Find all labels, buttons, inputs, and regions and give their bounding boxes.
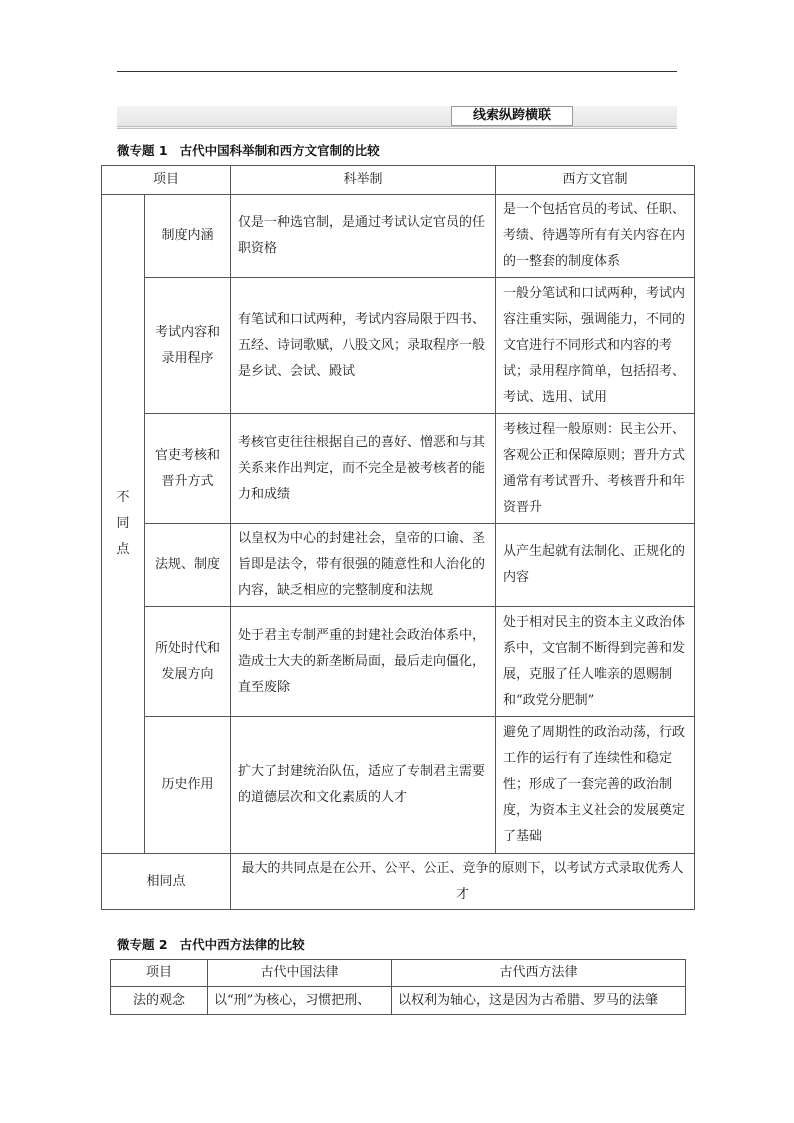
row-item: 制度内涵: [145, 195, 231, 278]
section2-label: 微专题 2: [117, 937, 168, 952]
row-item: 历史作用: [145, 717, 231, 854]
row-item: 官吏考核和晋升方式: [145, 414, 231, 524]
table-row-same: [102, 854, 695, 910]
group-label-char: 不: [116, 490, 130, 505]
header-keju: 科举制: [231, 166, 496, 195]
row-item: 所处时代和发展方向: [145, 607, 231, 717]
row-keju: 以皇权为中心的封建社会，皇帝的口谕、圣旨即是法令，带有很强的随意性和人治化的内容，缺乏相应的完整制度和法规: [231, 524, 496, 607]
group-label-char: 点: [116, 542, 130, 557]
row-keju: 处于君主专制严重的封建社会政治体系中，造成士大夫的新垄断局面，最后走向僵化，直至废除: [231, 607, 496, 717]
header-west: 古代西方法律: [392, 960, 686, 987]
table-header-row: [111, 960, 686, 987]
row-west: 以权利为轴心，这是因为古希腊、罗马的法肇: [392, 987, 686, 1015]
row-china: 以“刑”为核心，习惯把刑、: [208, 987, 392, 1015]
banner-title: 线索纵跨横联: [451, 106, 573, 126]
row-west: 一般分笔试和口试两种，考试内容注重实际，强调能力，不同的文官进行不同形式和内容的考试；录用程序简单，包括招考、考试、选用、试用: [496, 278, 695, 414]
row-item: 法规、制度: [145, 524, 231, 607]
section1-label: 微专题 1: [117, 143, 168, 158]
section1-heading: [117, 141, 380, 159]
group-label-differences: [102, 195, 145, 854]
row-keju: 仅是一种选官制，是通过考试认定官员的任职资格: [231, 195, 496, 278]
header-item: 项目: [102, 166, 231, 195]
header-item: 项目: [111, 960, 208, 987]
section-banner: [117, 106, 677, 129]
section2-title: 古代中西方法律的比较: [179, 937, 305, 952]
table-row: [102, 607, 695, 717]
table-row: [111, 987, 686, 1015]
section2-heading: [117, 935, 305, 953]
row-item: 法的观念: [111, 987, 208, 1015]
group-label-char: 同: [116, 516, 130, 531]
section1-title: 古代中国科举制和西方文官制的比较: [179, 143, 380, 158]
row-keju: 考核官吏往往根据自己的喜好、憎恶和与其关系来作出判定，而不完全是被考核者的能力和成绩: [231, 414, 496, 524]
comparison-table-1: [101, 165, 695, 910]
table-row: [102, 524, 695, 607]
top-rule: [117, 71, 677, 72]
same-label: 相同点: [102, 854, 231, 910]
table-row: [102, 717, 695, 854]
row-west: 考核过程一般原则：民主公开、客观公正和保障原则；晋升方式通常有考试晋升、考核晋升和年资晋升: [496, 414, 695, 524]
row-item: 考试内容和录用程序: [145, 278, 231, 414]
header-west: 西方文官制: [496, 166, 695, 195]
same-text: 最大的共同点是在公开、公平、公正、竞争的原则下，以考试方式录取优秀人才: [231, 854, 695, 910]
row-keju: 扩大了封建统治队伍，适应了专制君主需要的道德层次和文化素质的人才: [231, 717, 496, 854]
row-west: 从产生起就有法制化、正规化的内容: [496, 524, 695, 607]
table-row: [102, 414, 695, 524]
row-west: 避免了周期性的政治动荡，行政工作的运行有了连续性和稳定性；形成了一套完善的政治制度，为资本主义社会的发展奠定了基础: [496, 717, 695, 854]
row-keju: 有笔试和口试两种，考试内容局限于四书、五经、诗词歌赋，八股文风；录取程序一般是乡试、会试、殿试: [231, 278, 496, 414]
table-row: [102, 278, 695, 414]
header-china: 古代中国法律: [208, 960, 392, 987]
row-west: 是一个包括官员的考试、任职、考绩、待遇等所有有关内容在内的一整套的制度体系: [496, 195, 695, 278]
table-row: [102, 195, 695, 278]
row-west: 处于相对民主的资本主义政治体系中，文官制不断得到完善和发展，克服了任人唯亲的恩赐制和“政党分肥制”: [496, 607, 695, 717]
table-header-row: [102, 166, 695, 195]
comparison-table-2: [110, 959, 686, 1015]
